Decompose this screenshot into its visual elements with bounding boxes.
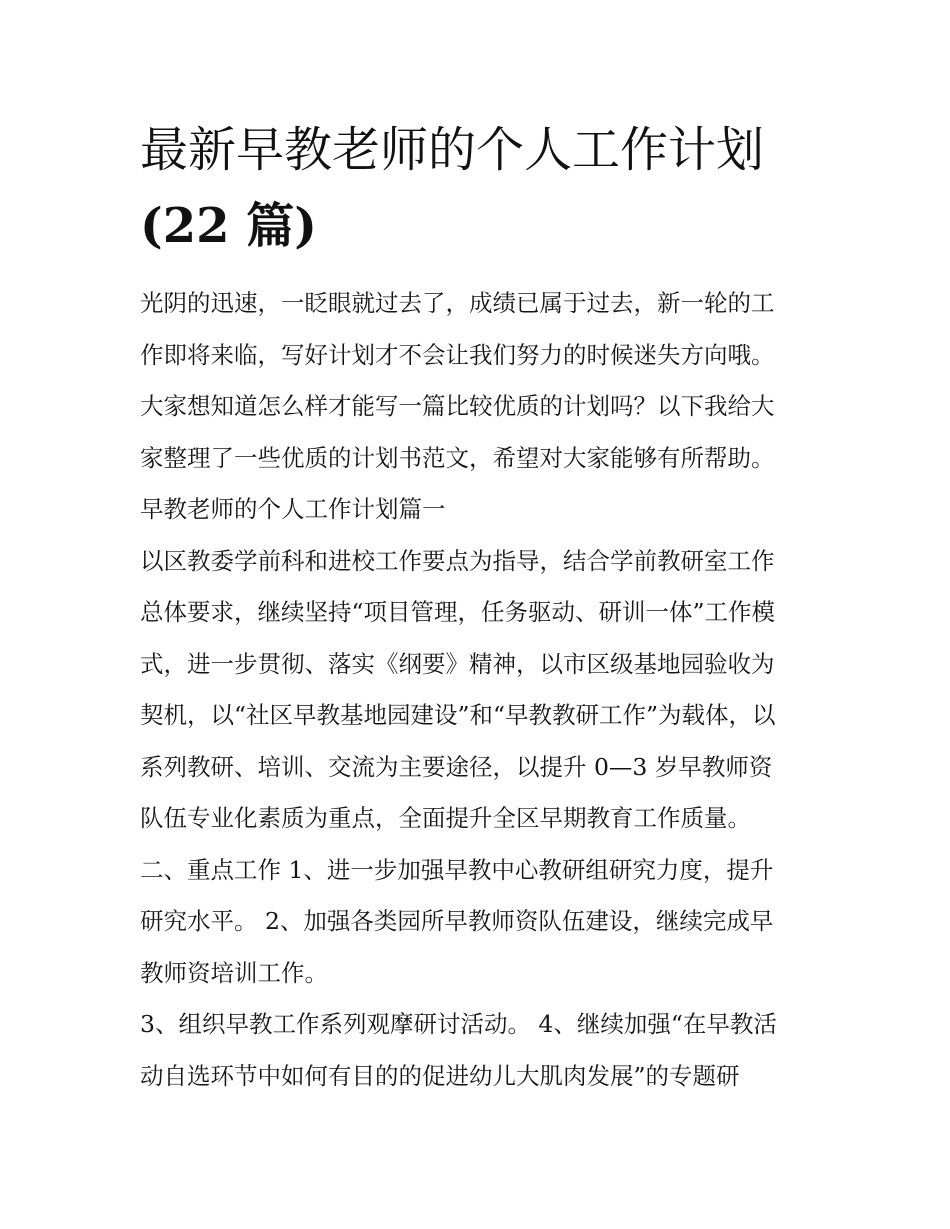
document-title (140, 112, 820, 264)
body-line: 家整理了一些优质的计划书范文，希望对大家能够有所帮助。 (140, 443, 775, 472)
body-line: 系列教研、培训、交流为主要途径，以提升 0—3 岁早教师资 (140, 752, 773, 781)
body-line: 队伍专业化素质为重点，全面提升全区早期教育工作质量。 (140, 804, 751, 832)
body-line: 光阴的迅速，一眨眼就过去了，成绩已属于过去，新一轮的工 (140, 289, 775, 317)
document-body (140, 278, 820, 1102)
title-count: (22 篇) (140, 198, 317, 254)
body-line: 式，进一步贯彻、落实《纲要》精神，以市区级基地园验收为 (140, 649, 775, 678)
title-text: 最新早教老师的个人工作计划 (140, 122, 765, 178)
body-line: 研究水平。 2、加强各类园所早教师资队伍建设，继续完成早 (140, 907, 774, 935)
body-line: 动自选环节中如何有目的的促进幼儿大肌肉发展”的专题研 (140, 1061, 740, 1090)
body-line: 3、组织早教工作系列观摩研讨活动。 4、继续加强“在早教活 (140, 1010, 777, 1038)
body-line: 总体要求，继续坚持“项目管理，任务驱动、研训一体”工作模 (140, 598, 776, 626)
body-line: 大家想知道怎么样才能写一篇比较优质的计划吗？以下我给大 (140, 392, 775, 420)
body-line: 教师资培训工作。 (140, 958, 328, 987)
body-line: 契机，以“社区早教基地园建设”和“早教教研工作”为载体，以 (140, 701, 776, 729)
body-line: 作即将来临，写好计划才不会让我们努力的时候迷失方向哦。 (140, 340, 775, 369)
section-heading: 早教老师的个人工作计划篇一 (140, 495, 446, 523)
body-line: 以区教委学前科和进校工作要点为指导，结合学前教研室工作 (140, 546, 775, 575)
body-line: 二、重点工作 1、进一步加强早教中心教研组研究力度，提升 (140, 855, 774, 884)
